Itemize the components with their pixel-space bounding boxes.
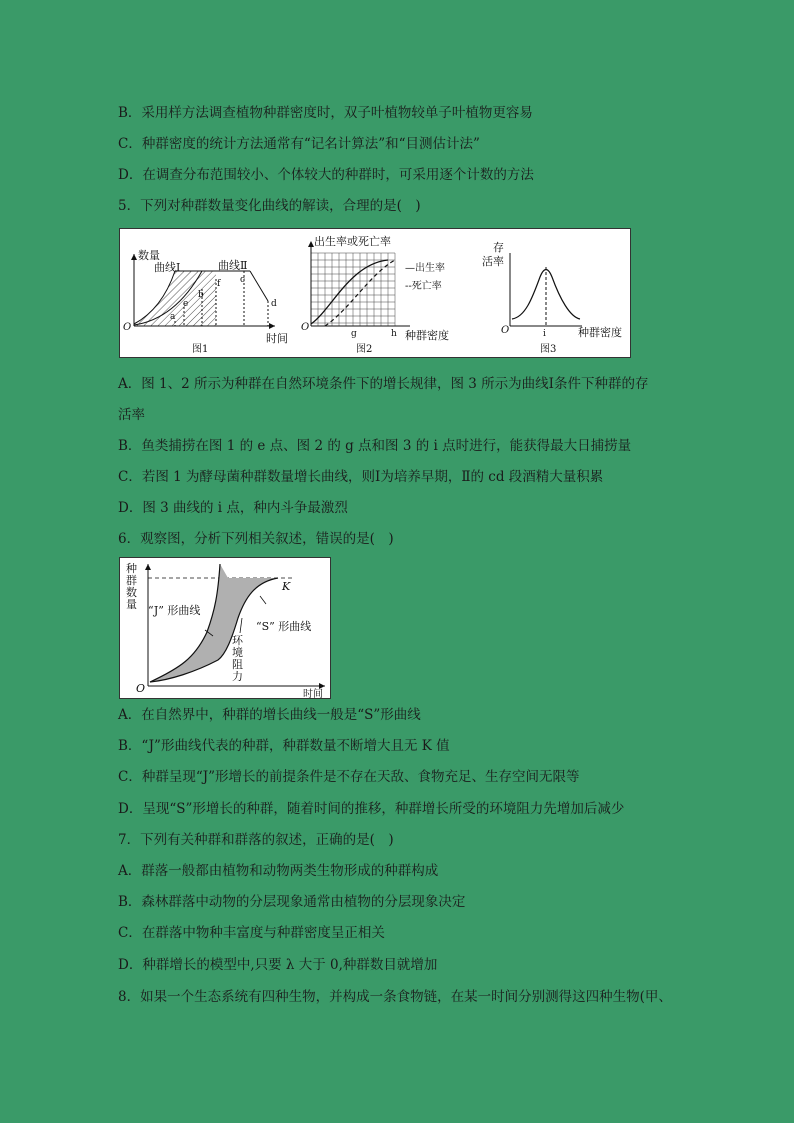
figure-1	[123, 248, 288, 355]
fig2-legend-birth: —出生率	[405, 263, 445, 274]
option-c-q7: C．在群落中物种丰富度与种群密度呈正相关	[118, 925, 385, 941]
q5-figures-svg	[120, 229, 630, 357]
figure-3	[482, 241, 622, 355]
option-c-q5: C．若图 1 为酵母菌种群数量增长曲线，则Ⅰ为培养早期，Ⅱ的 cd 段酒精大量积累	[118, 469, 604, 485]
option-a-q6: A．在自然界中，种群的增长曲线一般是“S”形曲线	[118, 707, 421, 723]
option-a-q7: A．群落一般都由植物和动物两类生物形成的种群构成	[118, 863, 439, 879]
q6-origin: O	[136, 682, 146, 695]
fig3-xlabel: 种群密度	[578, 326, 622, 339]
option-d-q5: D．图 3 曲线的 i 点，种内斗争最激烈	[118, 500, 348, 516]
q6-xlabel: 时间	[303, 689, 323, 698]
fig1-origin: O	[123, 322, 132, 333]
fig1-ylabel: 数量	[138, 249, 160, 262]
fig3-ylabel-bottom: 活率	[482, 255, 504, 268]
fig1-point-c: c	[240, 275, 246, 285]
q6-ylabel-3: 数	[126, 586, 137, 599]
q6-figure-panel	[119, 557, 331, 699]
q6-s-label: “S” 形曲线	[256, 620, 312, 633]
q6-ylabel-2: 群	[126, 574, 137, 587]
fig2-point-g: g	[351, 329, 357, 339]
fig2-caption: 图2	[356, 344, 373, 355]
fig1-curve1-label: 曲线Ⅰ	[154, 261, 181, 274]
fig1-caption: 图1	[192, 344, 209, 355]
question-5: 5．下列对种群数量变化曲线的解读，合理的是( )	[118, 198, 421, 214]
fig1-point-a: a	[170, 312, 176, 322]
option-b-q4: B．采用样方法调查植物种群密度时，双子叶植物较单子叶植物更容易	[118, 105, 533, 121]
q6-env-label-2: 境	[232, 646, 243, 659]
fig1-point-e: e	[183, 299, 189, 309]
q6-j-label: “J” 形曲线	[148, 604, 201, 617]
q6-k-label: K	[282, 580, 291, 593]
fig3-origin: O	[501, 325, 510, 336]
option-a-q5: A．图 1、2 所示为种群在自然环境条件下的增长规律，图 3 所示为曲线Ⅰ条件下种群的存	[118, 376, 649, 392]
option-b-q7: B．森林群落中动物的分层现象通常由植物的分层现象决定	[118, 894, 466, 910]
q6-figure-svg	[120, 558, 330, 698]
question-6: 6．观察图，分析下列相关叙述，错误的是( )	[118, 531, 394, 547]
option-d-q4: D．在调查分布范围较小、个体较大的种群时，可采用逐个计数的方法	[118, 167, 534, 183]
option-d-q6: D．呈现“S”形增长的种群，随着时间的推移，种群增长所受的环境阻力先增加后减少	[118, 801, 625, 817]
q6-env-label-4: 力	[232, 670, 243, 683]
fig1-point-b: b	[198, 290, 204, 300]
fig2-ylabel: 出生率或死亡率	[314, 235, 391, 248]
q6-ylabel-1: 种	[126, 562, 137, 575]
fig2-xlabel: 种群密度	[405, 329, 449, 342]
fig3-ylabel-top: 存	[493, 241, 504, 254]
q6-env-label-1: 环	[232, 634, 243, 647]
fig2-origin: O	[301, 322, 310, 333]
q6-ylabel-4: 量	[126, 598, 137, 611]
option-b-q6: B．“J”形曲线代表的种群，种群数量不断增大且无 K 值	[118, 738, 450, 754]
option-a-q5-cont: 活率	[118, 407, 145, 423]
fig1-curve2-label: 曲线Ⅱ	[218, 259, 248, 272]
question-8: 8．如果一个生态系统有四种生物，并构成一条食物链，在某一时间分别测得这四种生物(甲、	[118, 989, 672, 1005]
fig1-xlabel: 时间	[266, 332, 288, 345]
fig1-point-f: f	[217, 279, 221, 289]
option-c-q4: C．种群密度的统计方法通常有“记名计算法”和“目测估计法”	[118, 136, 480, 152]
fig1-point-d: d	[271, 299, 277, 309]
figure-2	[301, 234, 449, 355]
fig2-point-h: h	[391, 329, 397, 339]
fig2-birth-curve	[311, 260, 388, 324]
option-c-q6: C．种群呈现“J”形增长的前提条件是不存在天敌、食物充足、生存空间无限等	[118, 769, 580, 785]
option-b-q5: B．鱼类捕捞在图 1 的 e 点、图 2 的 g 点和图 3 的 i 点时进行，能获得最大日捕捞量	[118, 438, 632, 454]
fig2-legend-death: --死亡率	[405, 281, 442, 292]
q5-figure-panel	[119, 228, 631, 358]
q6-env-label-3: 阻	[232, 658, 243, 671]
fig3-caption: 图3	[540, 344, 557, 355]
fig2-grid	[311, 253, 395, 326]
option-d-q7: D．种群增长的模型中,只要 λ 大于 0,种群数目就增加	[118, 957, 438, 973]
question-7: 7．下列有关种群和群落的叙述，正确的是( )	[118, 832, 394, 848]
fig3-point-i: i	[543, 329, 546, 339]
fig1-cd-segment	[250, 271, 268, 301]
